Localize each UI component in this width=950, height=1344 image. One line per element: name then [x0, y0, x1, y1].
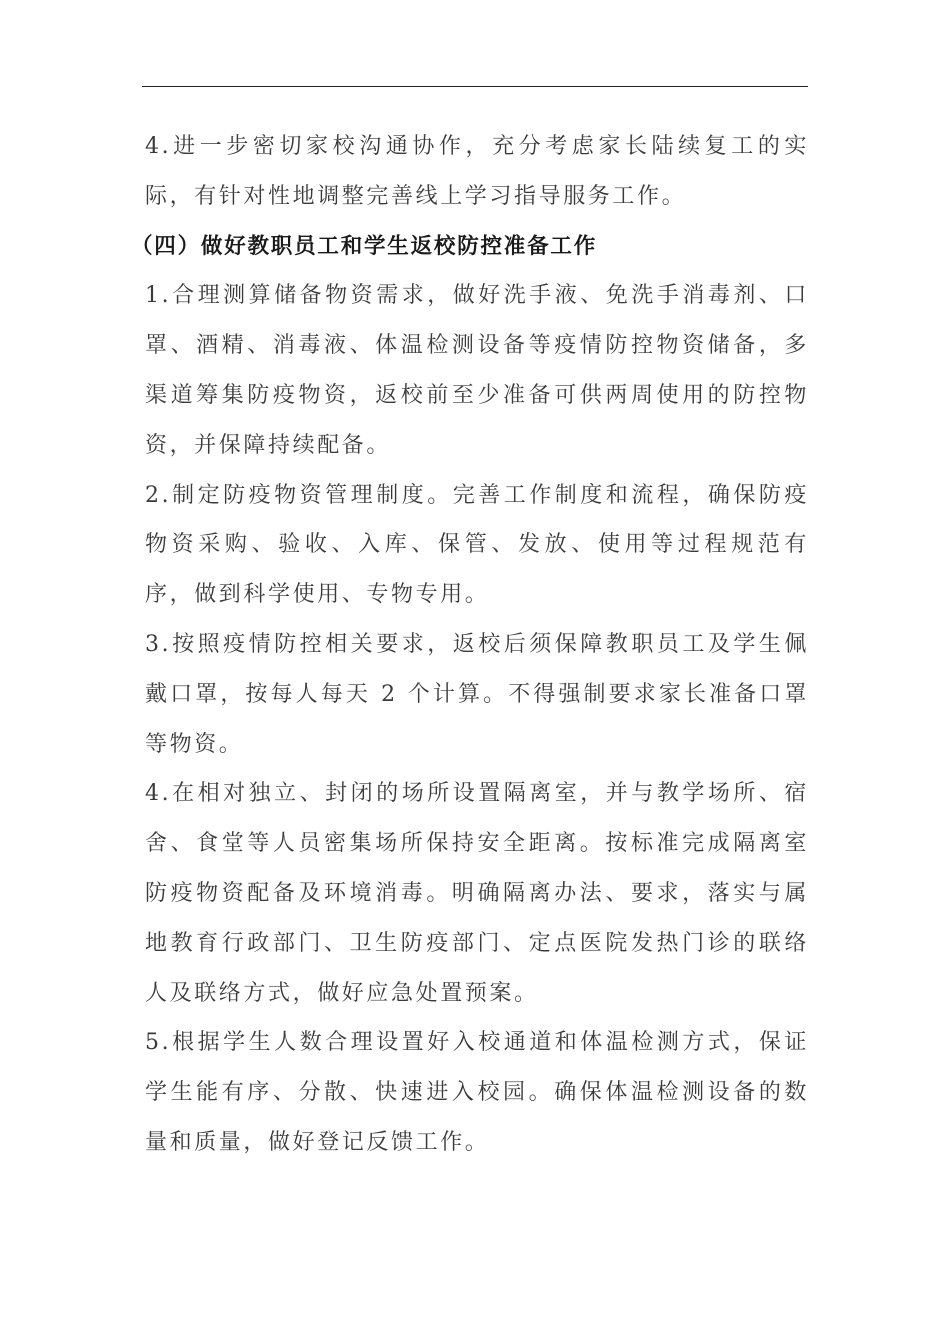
- document-body: [131, 122, 809, 1168]
- section-heading-4: （四）做好教职员工和学生返校防控准备工作: [131, 233, 598, 259]
- paragraph-item-2-management: 2.制定防疫物资管理制度。完善工作制度和流程，确保防疫物资采购、验收、入库、保管、发放、使用等过程规范有序，做到科学使用、专物专用。: [145, 482, 809, 608]
- paragraph-item-4-isolation: 4.在相对独立、封闭的场所设置隔离室，并与教学场所、宿舍、食堂等人员密集场所保持安全距离。按标准完成隔离室防疫物资配备及环境消毒。明确隔离办法、要求，落实与属地教育行政部门、卫生防疫部门、定点医院发热门诊的联络人及联络方式，做好应急处置预案。: [145, 781, 809, 1006]
- header-rule: [142, 86, 808, 87]
- paragraph-item-4-home-school: 4.进一步密切家校沟通协作，充分考虑家长陆续复工的实际，有针对性地调整完善线上学习指导服务工作。: [145, 134, 809, 209]
- paragraph-item-1-supplies: 1.合理测算储备物资需求，做好洗手液、免洗手消毒剂、口罩、酒精、消毒液、体温检测设备等疫情防控物资储备，多渠道筹集防疫物资，返校前至少准备可供两周使用的防控物资，并保障持续配备。: [145, 283, 809, 458]
- paragraph-item-3-masks: 3.按照疫情防控相关要求，返校后须保障教职员工及学生佩戴口罩，按每人每天 2 个计算。不得强制要求家长准备口罩等物资。: [145, 631, 809, 757]
- paragraph-item-5-entry: 5.根据学生人数合理设置好入校通道和体温检测方式，保证学生能有序、分散、快速进入校园。确保体温检测设备的数量和质量，做好登记反馈工作。: [145, 1030, 809, 1155]
